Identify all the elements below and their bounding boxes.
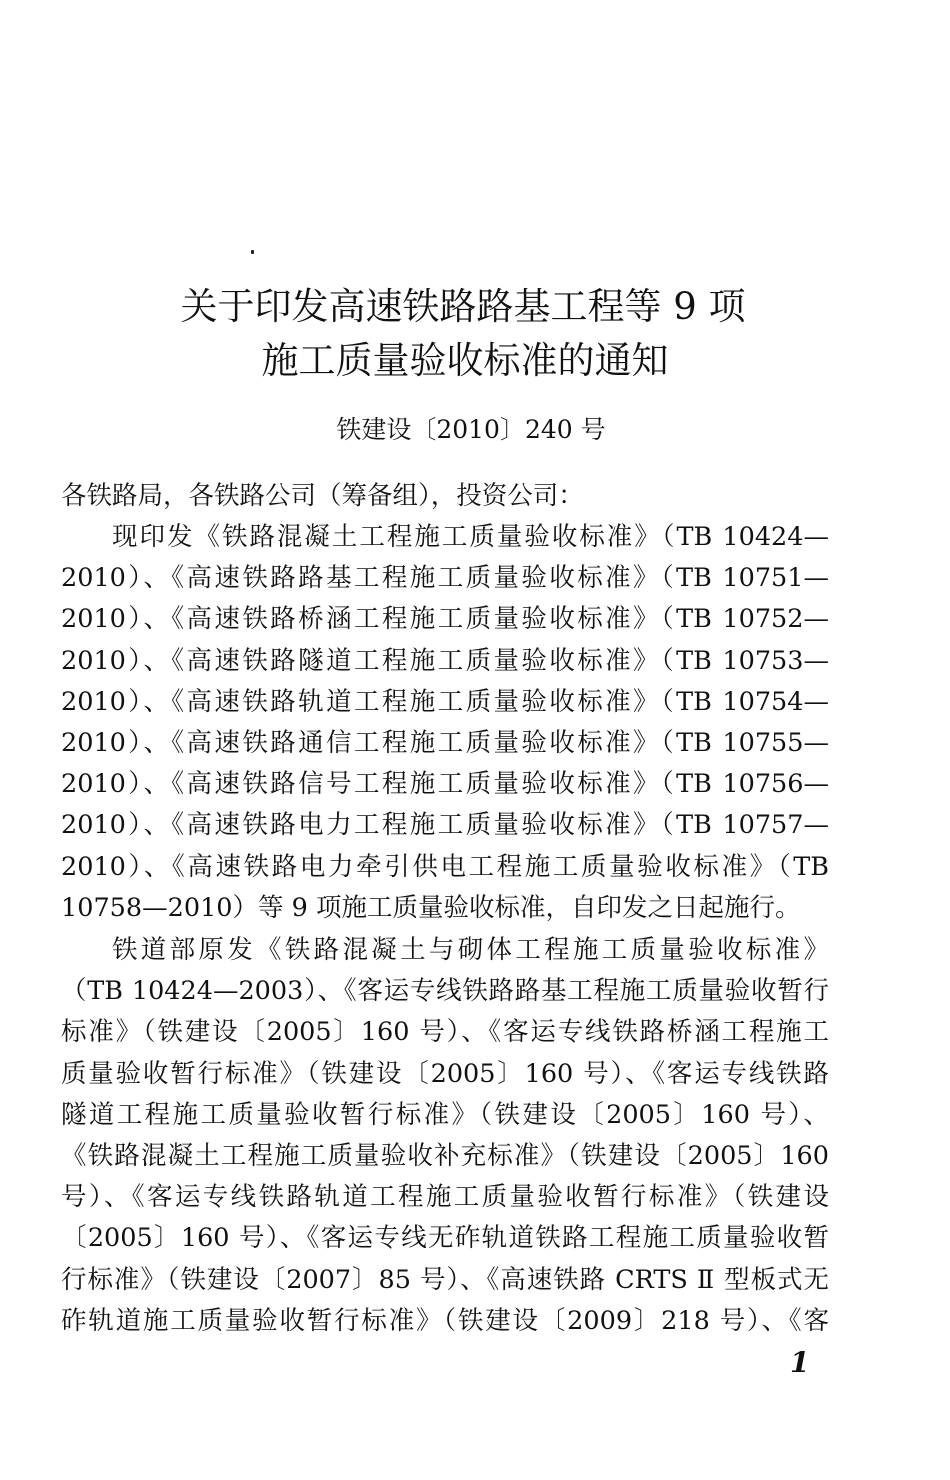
paragraph-line: 2010）、《高速铁路轨道工程施工质量验收标准》（TB 10754— [61,686,829,717]
paragraph-line: 砟轨道施工质量验收暂行标准》（铁建设〔2009〕218 号）、《客 [61,1305,829,1336]
notice-title-line2: 施工质量验收标准的通知 [261,339,669,382]
paragraph-line: 2010）、《高速铁路电力工程施工质量验收标准》（TB 10757— [61,810,829,841]
paragraph-line: 隧道工程施工质量验收暂行标准》（铁建设〔2005〕160 号）、 [61,1099,829,1130]
paragraph-line: 2010）、《高速铁路隧道工程施工质量验收标准》（TB 10753— [61,645,829,676]
paragraph-line: 铁道部原发《铁路混凝土与砌体工程施工质量验收标准》 [112,935,829,965]
paragraph-line: 质量验收暂行标准》（铁建设〔2005〕160 号）、《客运专线铁路 [61,1058,829,1089]
paragraph-line: 2010）、《高速铁路通信工程施工质量验收标准》（TB 10755— [61,727,829,758]
notice-title-line1: 关于印发高速铁路路基工程等 9 项 [180,285,746,328]
paragraph-line: （TB 10424—2003）、《客运专线铁路路基工程施工质量验收暂行 [61,976,829,1007]
paragraph-line: 10758—2010）等 9 项施工质量验收标准，自印发之日起施行。 [61,892,801,923]
paragraph-line: 标准》（铁建设〔2005〕160 号）、《客运专线铁路桥涵工程施工 [61,1017,829,1048]
document-number: 铁建设〔2010〕240 号 [336,415,606,444]
paragraph-2 [61,930,829,1342]
paragraph-line: 行标准》（铁建设〔2007〕85 号）、《高速铁路 CRTS Ⅱ 型板式无 [61,1264,829,1295]
paragraph-line: 2010）、《高速铁路电力牵引供电工程施工质量验收标准》（TB [61,851,829,882]
addressee: 各铁路局，各铁路公司（筹备组），投资公司： [61,481,584,511]
paragraph-line: 2010）、《高速铁路信号工程施工质量验收标准》（TB 10756— [61,769,829,800]
paragraph-line: 现印发《铁路混凝土工程施工质量验收标准》（TB 10424— [112,522,829,552]
paragraph-line: 2010）、《高速铁路路基工程施工质量验收标准》（TB 10751— [61,563,829,594]
scan-speck [251,250,254,254]
paragraph-line: 《铁路混凝土工程施工质量验收补充标准》（铁建设〔2005〕160 [61,1140,829,1171]
page-number: 1 [790,1346,810,1379]
paragraph-line: 〔2005〕160 号）、《客运专线无砟轨道铁路工程施工质量验收暂 [61,1223,829,1254]
paragraph-1 [61,517,829,929]
paragraph-line: 号）、《客运专线铁路轨道工程施工质量验收暂行标准》（铁建设 [61,1182,829,1213]
paragraph-line: 2010）、《高速铁路桥涵工程施工质量验收标准》（TB 10752— [61,604,829,635]
